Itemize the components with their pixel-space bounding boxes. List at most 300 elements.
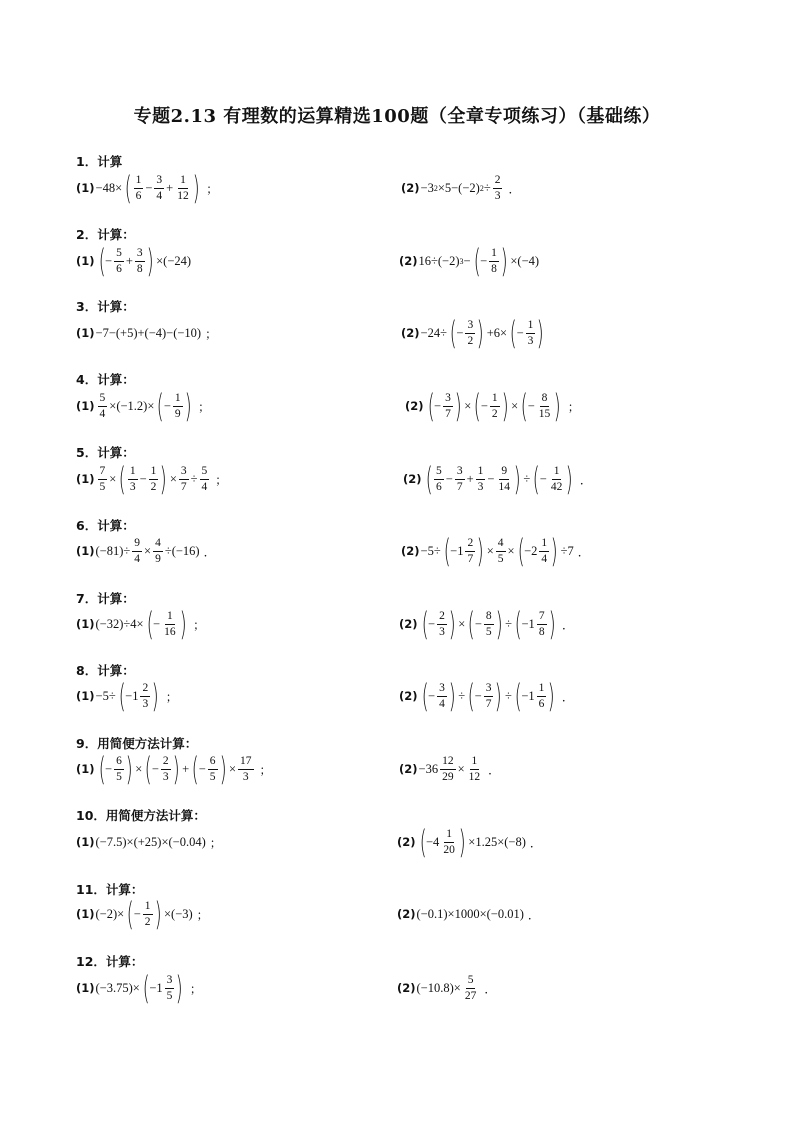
numerator: 1: [526, 319, 536, 333]
paren-group: [471, 387, 511, 425]
left-paren: (: [517, 532, 525, 570]
numerator: 4: [496, 537, 506, 551]
left-paren: (: [514, 605, 522, 643]
paren-group: [96, 242, 157, 280]
math-text: −3: [420, 180, 434, 195]
question-heading: 2．计算：: [76, 227, 135, 242]
math-text: −: [105, 253, 113, 268]
punctuation: ．: [577, 544, 590, 559]
paren-group: [518, 387, 564, 425]
left-paren: (: [127, 895, 134, 933]
left-paren: (: [473, 242, 481, 280]
math-text: ×: [486, 543, 494, 558]
item-label: (1): [76, 254, 95, 268]
math-text: −24÷: [420, 325, 447, 340]
punctuation: ；: [205, 326, 218, 341]
math-text: ÷: [504, 688, 512, 703]
math-text: ÷: [190, 471, 198, 486]
fraction: [161, 755, 171, 782]
math-expression: [399, 752, 500, 786]
paren-group: [507, 314, 547, 352]
math-expression: [397, 971, 496, 1005]
math-text: (−7.5)×(+25)×(−0.04): [95, 834, 206, 849]
right-paren: ): [154, 895, 162, 933]
math-text: −36: [418, 761, 439, 776]
right-paren: ): [219, 750, 227, 788]
right-paren: ): [500, 242, 508, 280]
right-paren: ): [537, 314, 545, 352]
denominator: 9: [155, 552, 161, 565]
paren-group: [423, 460, 524, 498]
left-paren: (: [421, 677, 429, 715]
paren-group: [419, 677, 459, 715]
left-paren: (: [142, 969, 150, 1007]
paren-content: [528, 392, 555, 419]
fraction: [114, 755, 124, 782]
numerator: 12: [440, 755, 456, 769]
right-paren: ): [554, 387, 561, 425]
numerator: 5: [434, 465, 444, 479]
paren-content: [426, 828, 459, 855]
math-text: (−10.8)×: [416, 980, 461, 995]
math-text: ×: [464, 398, 472, 413]
right-paren: ): [501, 387, 509, 425]
numerator: 5: [200, 465, 210, 479]
numerator: 7: [98, 465, 108, 479]
paren-group: [425, 387, 465, 425]
paren-content: [521, 682, 548, 709]
denominator: 7: [485, 697, 492, 710]
denominator: 12: [177, 189, 189, 202]
numerator: 2: [493, 174, 503, 188]
numerator: 3: [165, 974, 175, 988]
fraction: [162, 610, 178, 637]
fraction: [484, 610, 494, 637]
fraction: [114, 247, 124, 274]
paren-group: [512, 677, 558, 715]
fraction: [549, 465, 565, 492]
right-paren: ): [477, 532, 484, 570]
paren-group: [154, 387, 194, 425]
math-text: −: [480, 253, 488, 268]
math-text: +: [166, 180, 174, 195]
item-label: (1): [76, 762, 95, 776]
paren-content: [149, 974, 176, 1001]
punctuation: ．: [508, 181, 521, 196]
left-paren: (: [514, 677, 522, 715]
denominator: 3: [527, 334, 534, 347]
denominator: 8: [538, 625, 545, 638]
item-label: (1): [76, 617, 95, 631]
right-paren: ): [495, 677, 503, 715]
item-label: (1): [76, 181, 95, 195]
denominator: 2: [144, 915, 151, 928]
numerator: 1: [134, 174, 144, 188]
punctuation: ；: [209, 835, 222, 850]
left-paren: (: [119, 460, 127, 498]
right-paren: ): [454, 387, 462, 425]
paren-content: [517, 319, 538, 346]
paren-group: [417, 823, 469, 861]
right-paren: ): [566, 460, 574, 498]
item-label: (2): [399, 254, 418, 268]
left-paren: (: [124, 169, 132, 207]
paren-group: [515, 532, 561, 570]
punctuation: ．: [488, 762, 501, 777]
numerator: 3: [484, 682, 494, 696]
numerator: 1: [165, 610, 175, 624]
punctuation: ；: [198, 399, 211, 414]
fraction: [200, 465, 210, 492]
math-text: ×: [109, 471, 117, 486]
fraction: [98, 392, 108, 419]
right-paren: ): [548, 677, 556, 715]
fraction: [463, 974, 479, 1001]
denominator: 4: [201, 480, 208, 493]
paren-content: [475, 682, 496, 709]
paren-content: [428, 610, 449, 637]
item-label: (2): [401, 544, 420, 558]
math-expression: [76, 389, 210, 423]
exponent: 2: [479, 183, 484, 193]
denominator: 8: [136, 262, 143, 275]
paren-content: [164, 392, 185, 419]
paren-group: [447, 314, 487, 352]
fraction: [154, 174, 164, 201]
left-paren: (: [474, 387, 482, 425]
math-text: ×: [511, 398, 519, 413]
question-heading: 5．计算：: [76, 445, 135, 460]
right-paren: ): [548, 605, 556, 643]
numerator: 1: [552, 465, 562, 479]
math-text: −: [527, 398, 535, 413]
exponent: 3: [459, 256, 464, 266]
math-expression: [399, 244, 539, 278]
math-expression: [76, 825, 222, 859]
punctuation: ；: [196, 907, 209, 922]
item-label: (2): [399, 689, 418, 703]
paren-group: [144, 605, 190, 643]
numerator: 3: [179, 465, 189, 479]
paren-content: [432, 465, 514, 492]
question-heading: 8．计算：: [76, 663, 135, 678]
math-text: −1: [521, 616, 535, 631]
punctuation: ．: [527, 907, 540, 922]
math-expression: [401, 534, 590, 568]
denominator: 9: [174, 407, 181, 420]
fraction: [128, 465, 138, 492]
fraction: [537, 610, 547, 637]
denominator: 16: [164, 625, 176, 638]
math-text: −1: [125, 688, 139, 703]
fraction: [208, 755, 218, 782]
denominator: 5: [209, 770, 216, 783]
numerator: 9: [132, 537, 142, 551]
paren-content: [125, 682, 152, 709]
left-paren: (: [468, 605, 476, 643]
numerator: 1: [476, 465, 486, 479]
math-text: −5÷: [420, 543, 441, 558]
math-expression: [401, 316, 547, 350]
fraction: [437, 682, 447, 709]
item-label: (1): [76, 835, 95, 849]
math-expression: [401, 171, 520, 205]
math-expression: [399, 679, 574, 713]
right-paren: ): [458, 823, 466, 861]
question-heading: 11．计算：: [76, 882, 144, 897]
math-text: −2: [524, 543, 538, 558]
left-paren: (: [145, 750, 153, 788]
math-text: ×: [169, 471, 177, 486]
paren-group: [189, 750, 229, 788]
denominator: 5: [485, 625, 492, 638]
numerator: 8: [540, 392, 550, 406]
math-text: −1: [450, 543, 464, 558]
left-paren: (: [509, 314, 517, 352]
left-paren: (: [98, 242, 106, 280]
math-text: ÷: [458, 688, 466, 703]
exponent: 2: [433, 183, 438, 193]
math-text: −1: [521, 688, 535, 703]
item-label: (1): [76, 981, 95, 995]
math-text: −: [139, 471, 147, 486]
math-text: −: [133, 906, 141, 921]
math-text: +: [182, 761, 190, 776]
math-text: 16÷(−2): [418, 253, 460, 268]
fraction: [476, 465, 486, 492]
paren-content: [475, 610, 496, 637]
math-expression: [76, 171, 218, 205]
right-paren: ): [448, 677, 456, 715]
question-heading: 9．用简便方法计算：: [76, 736, 198, 751]
right-paren: ): [513, 460, 521, 498]
paren-group: [142, 750, 182, 788]
math-text: ÷7: [560, 543, 574, 558]
paren-content: [105, 247, 147, 274]
question-heading: 4．计算：: [76, 372, 135, 387]
numerator: 3: [154, 174, 164, 188]
fraction: [539, 537, 549, 564]
math-expression: [76, 679, 178, 713]
denominator: 7: [467, 552, 474, 565]
fraction: [455, 465, 465, 492]
item-label: (1): [76, 399, 95, 413]
paren-group: [465, 605, 505, 643]
numerator: 1: [537, 682, 547, 696]
paren-content: [153, 610, 180, 637]
question-heading: 1．计算: [76, 154, 123, 169]
math-text: ×: [457, 761, 465, 776]
fraction: [179, 465, 189, 492]
paren-content: [134, 900, 155, 927]
denominator: 15: [538, 407, 551, 420]
right-paren: ): [448, 605, 456, 643]
punctuation: ．: [579, 472, 592, 487]
fraction: [496, 537, 506, 564]
fraction: [441, 828, 457, 855]
math-expression: [76, 752, 272, 786]
numerator: 3: [455, 465, 465, 479]
math-text: −: [539, 471, 547, 486]
math-text: −: [163, 398, 171, 413]
item-label: (1): [76, 472, 95, 486]
math-expression: [403, 462, 592, 496]
fraction: [135, 247, 145, 274]
left-paren: (: [98, 750, 106, 788]
left-paren: (: [157, 387, 165, 425]
math-text: −: [463, 253, 471, 268]
math-text: +6×: [486, 325, 508, 340]
paren-content: [522, 610, 549, 637]
math-text: ×1.25×(−8): [468, 834, 526, 849]
math-text: −4: [426, 834, 440, 849]
item-label: (2): [403, 472, 422, 486]
denominator: 3: [242, 770, 249, 783]
denominator: 3: [142, 697, 149, 710]
left-paren: (: [192, 750, 199, 788]
paren-group: [465, 677, 505, 715]
fraction: [175, 174, 191, 201]
numerator: 1: [539, 537, 549, 551]
right-paren: ): [146, 242, 154, 280]
numerator: 3: [437, 682, 447, 696]
math-text: +: [466, 471, 474, 486]
math-text: ÷: [523, 471, 531, 486]
numerator: 6: [208, 755, 218, 769]
paren-content: [126, 465, 161, 492]
paren-group: [122, 169, 202, 207]
math-expression: [76, 897, 209, 931]
fraction: [526, 319, 536, 346]
denominator: 8: [491, 262, 497, 275]
math-expression: [76, 316, 217, 350]
page-title: 专题2.13 有理数的运算精选100题（全章专项练习）（基础练）: [133, 106, 661, 127]
math-text: −7−(+5)+(−4)−(−10): [95, 325, 202, 340]
fraction: [496, 465, 512, 492]
item-label: (2): [399, 617, 418, 631]
punctuation: ；: [567, 399, 580, 414]
denominator: 6: [538, 697, 545, 710]
fraction: [467, 755, 483, 782]
math-text: ×: [144, 543, 152, 558]
numerator: 2: [161, 755, 171, 769]
math-text: −: [487, 471, 495, 486]
numerator: 1: [178, 174, 188, 188]
numerator: 8: [484, 610, 494, 624]
math-text: −: [105, 761, 113, 776]
fraction: [484, 682, 494, 709]
math-text: ×(−1.2)×: [109, 398, 155, 413]
denominator: 3: [439, 625, 445, 638]
item-label: (1): [76, 907, 95, 921]
paren-group: [471, 242, 511, 280]
fraction: [437, 610, 447, 637]
item-label: (2): [397, 981, 416, 995]
left-paren: (: [421, 605, 429, 643]
item-label: (2): [399, 762, 418, 776]
question-heading: 10．用简便方法计算：: [76, 808, 206, 823]
left-paren: (: [118, 677, 126, 715]
denominator: 3: [129, 480, 136, 493]
denominator: 6: [116, 262, 122, 275]
numerator: 1: [149, 465, 159, 479]
denominator: 5: [116, 770, 122, 783]
fraction: [153, 537, 163, 564]
math-text: ×: [458, 616, 466, 631]
numerator: 1: [128, 465, 138, 479]
denominator: 4: [134, 552, 141, 565]
math-text: (−32)÷4×: [95, 616, 144, 631]
numerator: 1: [489, 247, 499, 261]
math-text: −: [151, 761, 159, 776]
paren-group: [96, 750, 136, 788]
denominator: 14: [498, 480, 510, 493]
math-text: ÷(−16): [164, 543, 200, 558]
punctuation: ；: [193, 617, 206, 632]
item-label: (1): [76, 544, 95, 558]
fraction: [465, 537, 475, 564]
math-text: ×(−3): [163, 906, 193, 921]
paren-group: [530, 460, 576, 498]
math-text: ×: [135, 761, 143, 776]
question-heading: 3．计算：: [76, 299, 135, 314]
paren-content: [456, 319, 477, 346]
left-paren: (: [449, 314, 457, 352]
denominator: 42: [550, 480, 563, 493]
numerator: 1: [470, 755, 480, 769]
math-text: ×(−24): [156, 253, 192, 268]
paren-group: [441, 532, 487, 570]
right-paren: ): [152, 677, 159, 715]
denominator: 20: [443, 843, 455, 856]
right-paren: ): [179, 605, 187, 643]
math-text: −1: [149, 980, 163, 995]
paren-content: [105, 755, 126, 782]
numerator: 5: [114, 247, 124, 261]
denominator: 5: [497, 552, 504, 565]
right-paren: ): [550, 532, 558, 570]
denominator: 4: [99, 407, 106, 420]
numerator: 5: [466, 974, 476, 988]
math-text: −: [434, 398, 442, 413]
denominator: 5: [99, 480, 106, 493]
punctuation: ；: [206, 181, 219, 196]
fraction: [537, 392, 553, 419]
right-paren: ): [495, 605, 503, 643]
fraction: [490, 392, 500, 419]
numerator: 7: [537, 610, 547, 624]
fraction: [134, 174, 144, 201]
math-text: −: [445, 471, 453, 486]
math-text: (−81)÷: [95, 543, 131, 558]
math-text: (−2)×: [95, 906, 125, 921]
right-paren: ): [176, 969, 184, 1007]
question-heading: 7．计算：: [76, 591, 135, 606]
left-paren: (: [425, 460, 433, 498]
left-paren: (: [146, 605, 154, 643]
paren-content: [434, 392, 455, 419]
left-paren: (: [419, 823, 427, 861]
denominator: 7: [445, 407, 451, 420]
item-label: (1): [76, 689, 95, 703]
denominator: 3: [494, 189, 501, 202]
math-expression: [397, 897, 540, 931]
denominator: 4: [156, 189, 163, 202]
paren-group: [116, 460, 170, 498]
paren-group: [116, 677, 162, 715]
paren-content: [481, 392, 502, 419]
fraction: [440, 755, 456, 782]
